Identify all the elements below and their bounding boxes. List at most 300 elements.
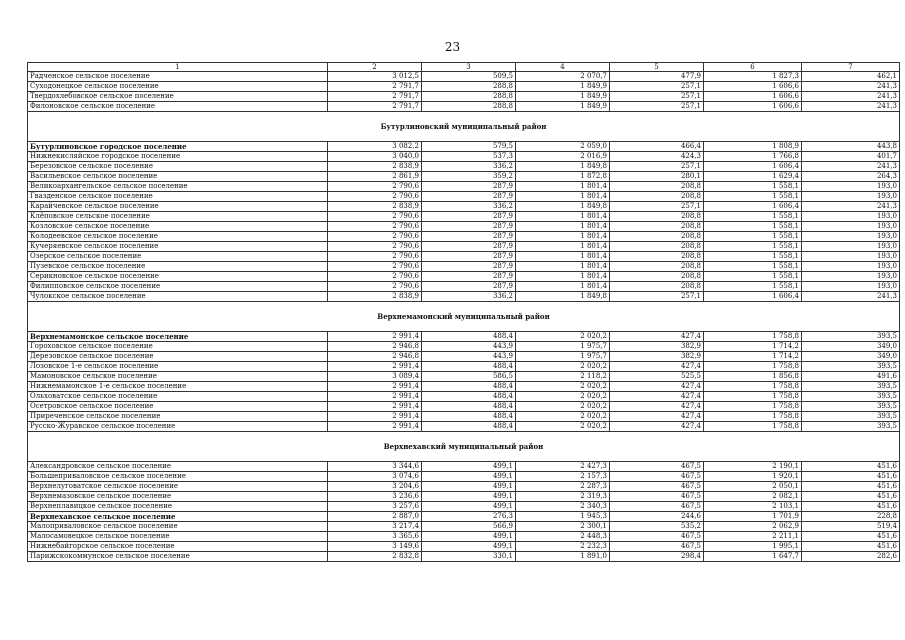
value-cell-col-3: 499,1 <box>422 472 516 482</box>
value-cell-col-4: 2 300,1 <box>516 522 610 532</box>
value-cell-col-4: 2 319,3 <box>516 492 610 502</box>
settlement-row <box>28 502 900 512</box>
settlement-name: Колодеевское сельское поселение <box>28 232 328 242</box>
value-cell-col-3: 499,1 <box>422 532 516 542</box>
value-cell-col-5: 525,5 <box>610 372 704 382</box>
settlement-row <box>28 142 900 152</box>
settlement-name: Кучеряевское сельское поселение <box>28 242 328 252</box>
value-cell-col-7: 282,6 <box>802 552 900 562</box>
value-cell-col-6: 2 211,1 <box>704 532 802 542</box>
value-cell-col-3: 330,1 <box>422 552 516 562</box>
settlement-name: Мамоновское сельское поселение <box>28 372 328 382</box>
settlement-row <box>28 552 900 562</box>
settlement-row <box>28 82 900 92</box>
value-cell-col-3: 499,1 <box>422 502 516 512</box>
district-title: Бутурлиновский муниципальный район <box>28 112 900 142</box>
value-cell-col-6: 1 714,2 <box>704 352 802 362</box>
value-cell-col-3: 499,1 <box>422 482 516 492</box>
value-cell-col-3: 499,1 <box>422 492 516 502</box>
value-cell-col-7: 241,3 <box>802 292 900 302</box>
settlement-name: Большеприваловское сельское поселение <box>28 472 328 482</box>
value-cell-col-5: 427,4 <box>610 362 704 372</box>
value-cell-col-6: 1 606,4 <box>704 202 802 212</box>
district-title: Верхнемамонский муниципальный район <box>28 302 900 332</box>
value-cell-col-7: 264,3 <box>802 172 900 182</box>
value-cell-col-4: 2 070,7 <box>516 72 610 82</box>
value-cell-col-7: 401,7 <box>802 152 900 162</box>
value-cell-col-4: 2 020,2 <box>516 382 610 392</box>
value-cell-col-5: 208,8 <box>610 242 704 252</box>
column-number: 5 <box>610 63 704 72</box>
settlement-name: Парижскокоммунское сельское поселение <box>28 552 328 562</box>
settlement-name: Верхнехавское сельское поселение <box>28 512 328 522</box>
value-cell-col-6: 2 050,1 <box>704 482 802 492</box>
value-cell-col-2: 2 991,4 <box>328 412 422 422</box>
settlement-name: Нижнебайгорское сельское поселение <box>28 542 328 552</box>
value-cell-col-3: 488,4 <box>422 362 516 372</box>
settlement-row <box>28 152 900 162</box>
value-cell-col-2: 2 991,4 <box>328 402 422 412</box>
settlement-row <box>28 182 900 192</box>
page-number: 23 <box>444 40 461 54</box>
column-number: 4 <box>516 63 610 72</box>
value-cell-col-3: 499,1 <box>422 462 516 472</box>
value-cell-col-6: 2 082,1 <box>704 492 802 502</box>
settlement-row <box>28 292 900 302</box>
settlement-row <box>28 92 900 102</box>
value-cell-col-4: 2 020,2 <box>516 402 610 412</box>
value-cell-col-3: 287,9 <box>422 192 516 202</box>
settlement-name: Нижнекисляйское городское поселение <box>28 152 328 162</box>
value-cell-col-7: 451,6 <box>802 542 900 552</box>
value-cell-col-5: 427,4 <box>610 382 704 392</box>
value-cell-col-7: 349,0 <box>802 352 900 362</box>
value-cell-col-5: 280,1 <box>610 172 704 182</box>
value-cell-col-3: 288,8 <box>422 102 516 112</box>
value-cell-col-6: 1 701,9 <box>704 512 802 522</box>
settlement-row <box>28 372 900 382</box>
value-cell-col-6: 1 606,6 <box>704 82 802 92</box>
value-cell-col-3: 336,2 <box>422 202 516 212</box>
value-cell-col-5: 208,8 <box>610 212 704 222</box>
settlement-row <box>28 382 900 392</box>
value-cell-col-2: 3 257,6 <box>328 502 422 512</box>
value-cell-col-2: 2 790,6 <box>328 282 422 292</box>
value-cell-col-3: 579,5 <box>422 142 516 152</box>
settlement-name: Васильевское сельское поселение <box>28 172 328 182</box>
value-cell-col-5: 382,9 <box>610 352 704 362</box>
value-cell-col-6: 1 758,8 <box>704 362 802 372</box>
value-cell-col-6: 1 827,3 <box>704 72 802 82</box>
value-cell-col-3: 287,9 <box>422 232 516 242</box>
value-cell-col-3: 586,5 <box>422 372 516 382</box>
value-cell-col-5: 208,8 <box>610 222 704 232</box>
value-cell-col-2: 2 946,8 <box>328 352 422 362</box>
value-cell-col-7: 241,3 <box>802 92 900 102</box>
value-cell-col-5: 427,4 <box>610 392 704 402</box>
value-cell-col-5: 467,5 <box>610 502 704 512</box>
value-cell-col-4: 2 157,3 <box>516 472 610 482</box>
value-cell-col-7: 443,8 <box>802 142 900 152</box>
value-cell-col-3: 488,4 <box>422 402 516 412</box>
value-cell-col-7: 241,3 <box>802 202 900 212</box>
value-cell-col-2: 2 791,7 <box>328 82 422 92</box>
value-cell-col-5: 257,1 <box>610 292 704 302</box>
settlement-name: Лозовское 1-е сельское поселение <box>28 362 328 372</box>
value-cell-col-2: 2 790,6 <box>328 212 422 222</box>
value-cell-col-2: 2 790,6 <box>328 232 422 242</box>
value-cell-col-5: 298,4 <box>610 552 704 562</box>
value-cell-col-6: 1 606,6 <box>704 92 802 102</box>
value-cell-col-6: 1 714,2 <box>704 342 802 352</box>
value-cell-col-2: 2 790,6 <box>328 192 422 202</box>
value-cell-col-5: 427,4 <box>610 402 704 412</box>
settlement-name: Верхнемазовское сельское поселение <box>28 492 328 502</box>
value-cell-col-7: 241,3 <box>802 162 900 172</box>
settlement-name: Радченское сельское поселение <box>28 72 328 82</box>
value-cell-col-7: 393,5 <box>802 402 900 412</box>
value-cell-col-4: 2 020,2 <box>516 422 610 432</box>
value-cell-col-6: 1 808,9 <box>704 142 802 152</box>
value-cell-col-4: 2 340,3 <box>516 502 610 512</box>
settlement-name: Гвазденское сельское поселение <box>28 192 328 202</box>
value-cell-col-6: 1 766,8 <box>704 152 802 162</box>
value-cell-col-3: 488,4 <box>422 412 516 422</box>
value-cell-col-2: 3 365,6 <box>328 532 422 542</box>
value-cell-col-4: 1 849,8 <box>516 162 610 172</box>
settlement-row <box>28 392 900 402</box>
settlement-row <box>28 252 900 262</box>
value-cell-col-3: 566,9 <box>422 522 516 532</box>
value-cell-col-2: 2 791,7 <box>328 102 422 112</box>
value-cell-col-2: 2 790,6 <box>328 272 422 282</box>
value-cell-col-7: 193,0 <box>802 232 900 242</box>
value-cell-col-7: 451,6 <box>802 492 900 502</box>
settlement-name: Верхнелуговатское сельское поселение <box>28 482 328 492</box>
settlement-row <box>28 482 900 492</box>
value-cell-col-2: 2 791,7 <box>328 92 422 102</box>
value-cell-col-4: 1 891,0 <box>516 552 610 562</box>
value-cell-col-3: 288,8 <box>422 82 516 92</box>
value-cell-col-4: 1 801,4 <box>516 212 610 222</box>
value-cell-col-7: 193,0 <box>802 272 900 282</box>
value-cell-col-4: 2 287,3 <box>516 482 610 492</box>
value-cell-col-6: 1 558,1 <box>704 262 802 272</box>
settlement-name: Осетровское сельское поселение <box>28 402 328 412</box>
value-cell-col-7: 519,4 <box>802 522 900 532</box>
value-cell-col-6: 1 758,8 <box>704 332 802 342</box>
value-cell-col-6: 1 920,1 <box>704 472 802 482</box>
settlement-row <box>28 522 900 532</box>
value-cell-col-4: 1 849,8 <box>516 202 610 212</box>
value-cell-col-6: 1 558,1 <box>704 182 802 192</box>
value-cell-col-6: 1 558,1 <box>704 192 802 202</box>
value-cell-col-3: 488,4 <box>422 422 516 432</box>
value-cell-col-5: 535,2 <box>610 522 704 532</box>
value-cell-col-7: 349,0 <box>802 342 900 352</box>
value-cell-col-7: 193,0 <box>802 242 900 252</box>
settlement-name: Озерское сельское поселение <box>28 252 328 262</box>
value-cell-col-2: 2 838,9 <box>328 202 422 212</box>
column-number: 7 <box>802 63 900 72</box>
value-cell-col-2: 2 991,4 <box>328 422 422 432</box>
value-cell-col-3: 276,3 <box>422 512 516 522</box>
value-cell-col-7: 193,0 <box>802 262 900 272</box>
value-cell-col-2: 3 344,6 <box>328 462 422 472</box>
value-cell-col-5: 257,1 <box>610 202 704 212</box>
settlement-row <box>28 242 900 252</box>
value-cell-col-2: 3 074,6 <box>328 472 422 482</box>
value-cell-col-2: 3 089,4 <box>328 372 422 382</box>
value-cell-col-7: 451,6 <box>802 472 900 482</box>
value-cell-col-4: 2 020,2 <box>516 412 610 422</box>
value-cell-col-3: 537,3 <box>422 152 516 162</box>
value-cell-col-5: 467,5 <box>610 542 704 552</box>
value-cell-col-4: 1 945,3 <box>516 512 610 522</box>
value-cell-col-2: 2 991,4 <box>328 392 422 402</box>
settlement-name: Нижнемамонское 1-е сельское поселение <box>28 382 328 392</box>
value-cell-col-7: 241,3 <box>802 82 900 92</box>
settlement-row <box>28 202 900 212</box>
value-cell-col-5: 477,9 <box>610 72 704 82</box>
value-cell-col-4: 1 801,4 <box>516 272 610 282</box>
value-cell-col-5: 467,5 <box>610 462 704 472</box>
value-cell-col-5: 257,1 <box>610 162 704 172</box>
settlement-row <box>28 512 900 522</box>
value-cell-col-5: 257,1 <box>610 82 704 92</box>
settlement-row <box>28 172 900 182</box>
value-cell-col-3: 287,9 <box>422 212 516 222</box>
value-cell-col-7: 193,0 <box>802 222 900 232</box>
value-cell-col-5: 208,8 <box>610 192 704 202</box>
value-cell-col-2: 2 790,6 <box>328 262 422 272</box>
value-cell-col-2: 2 790,6 <box>328 242 422 252</box>
settlement-name: Суходонецкое сельское поселение <box>28 82 328 92</box>
value-cell-col-2: 2 991,4 <box>328 382 422 392</box>
settlement-row <box>28 422 900 432</box>
settlement-row <box>28 162 900 172</box>
budget-table <box>27 62 900 562</box>
value-cell-col-2: 2 790,6 <box>328 182 422 192</box>
value-cell-col-4: 1 801,4 <box>516 262 610 272</box>
value-cell-col-4: 1 801,4 <box>516 242 610 252</box>
value-cell-col-6: 1 606,6 <box>704 102 802 112</box>
settlement-name: Приреченское сельское поселение <box>28 412 328 422</box>
value-cell-col-7: 451,6 <box>802 462 900 472</box>
value-cell-col-4: 2 016,9 <box>516 152 610 162</box>
settlement-name: Гороховское сельское поселение <box>28 342 328 352</box>
value-cell-col-3: 443,9 <box>422 342 516 352</box>
value-cell-col-2: 2 887,0 <box>328 512 422 522</box>
value-cell-col-4: 1 801,4 <box>516 252 610 262</box>
value-cell-col-2: 3 012,5 <box>328 72 422 82</box>
value-cell-col-2: 2 991,4 <box>328 362 422 372</box>
settlement-name: Александровское сельское поселение <box>28 462 328 472</box>
value-cell-col-4: 1 849,9 <box>516 82 610 92</box>
value-cell-col-5: 382,9 <box>610 342 704 352</box>
column-number: 2 <box>328 63 422 72</box>
value-cell-col-5: 257,1 <box>610 92 704 102</box>
value-cell-col-7: 193,0 <box>802 252 900 262</box>
value-cell-col-3: 359,2 <box>422 172 516 182</box>
value-cell-col-3: 488,4 <box>422 332 516 342</box>
value-cell-col-3: 336,2 <box>422 162 516 172</box>
value-cell-col-7: 393,5 <box>802 362 900 372</box>
value-cell-col-5: 208,8 <box>610 252 704 262</box>
value-cell-col-5: 467,5 <box>610 492 704 502</box>
district-section-row <box>28 432 900 462</box>
value-cell-col-4: 1 975,7 <box>516 342 610 352</box>
settlement-row <box>28 342 900 352</box>
district-section-row <box>28 302 900 332</box>
value-cell-col-4: 1 801,4 <box>516 182 610 192</box>
value-cell-col-2: 2 946,8 <box>328 342 422 352</box>
value-cell-col-3: 287,9 <box>422 262 516 272</box>
value-cell-col-7: 393,5 <box>802 382 900 392</box>
district-section-row <box>28 112 900 142</box>
settlement-name: Ольховатское сельское поселение <box>28 392 328 402</box>
value-cell-col-2: 2 838,9 <box>328 162 422 172</box>
value-cell-col-3: 509,5 <box>422 72 516 82</box>
value-cell-col-6: 1 558,1 <box>704 272 802 282</box>
value-cell-col-6: 1 558,1 <box>704 222 802 232</box>
value-cell-col-7: 462,1 <box>802 72 900 82</box>
settlement-name: Дерезовское сельское поселение <box>28 352 328 362</box>
table-body <box>28 63 900 562</box>
value-cell-col-7: 451,6 <box>802 532 900 542</box>
value-cell-col-6: 1 758,8 <box>704 422 802 432</box>
value-cell-col-7: 193,0 <box>802 182 900 192</box>
settlement-row <box>28 472 900 482</box>
value-cell-col-5: 427,4 <box>610 412 704 422</box>
value-cell-col-3: 488,4 <box>422 382 516 392</box>
value-cell-col-4: 1 801,4 <box>516 232 610 242</box>
value-cell-col-5: 208,8 <box>610 182 704 192</box>
value-cell-col-4: 2 448,3 <box>516 532 610 542</box>
value-cell-col-2: 3 040,0 <box>328 152 422 162</box>
value-cell-col-2: 2 790,6 <box>328 252 422 262</box>
value-cell-col-2: 3 204,6 <box>328 482 422 492</box>
settlement-row <box>28 402 900 412</box>
value-cell-col-2: 2 838,9 <box>328 292 422 302</box>
value-cell-col-7: 451,6 <box>802 482 900 492</box>
value-cell-col-2: 2 790,6 <box>328 222 422 232</box>
value-cell-col-3: 336,2 <box>422 292 516 302</box>
settlement-row <box>28 332 900 342</box>
settlement-row <box>28 352 900 362</box>
value-cell-col-6: 1 558,1 <box>704 252 802 262</box>
value-cell-col-7: 491,6 <box>802 372 900 382</box>
value-cell-col-3: 287,9 <box>422 282 516 292</box>
value-cell-col-4: 1 975,7 <box>516 352 610 362</box>
settlement-row <box>28 462 900 472</box>
settlement-row <box>28 362 900 372</box>
value-cell-col-5: 427,4 <box>610 422 704 432</box>
value-cell-col-4: 2 020,2 <box>516 332 610 342</box>
value-cell-col-6: 2 062,9 <box>704 522 802 532</box>
value-cell-col-7: 193,0 <box>802 212 900 222</box>
value-cell-col-7: 241,3 <box>802 102 900 112</box>
value-cell-col-5: 467,5 <box>610 472 704 482</box>
settlement-row <box>28 282 900 292</box>
value-cell-col-3: 287,9 <box>422 252 516 262</box>
value-cell-col-5: 427,4 <box>610 332 704 342</box>
value-cell-col-6: 1 758,8 <box>704 382 802 392</box>
value-cell-col-6: 1 758,8 <box>704 402 802 412</box>
value-cell-col-3: 488,4 <box>422 392 516 402</box>
value-cell-col-4: 2 059,0 <box>516 142 610 152</box>
settlement-row <box>28 72 900 82</box>
value-cell-col-6: 1 558,1 <box>704 282 802 292</box>
value-cell-col-3: 443,9 <box>422 352 516 362</box>
settlement-row <box>28 192 900 202</box>
value-cell-col-3: 499,1 <box>422 542 516 552</box>
value-cell-col-2: 2 991,4 <box>328 332 422 342</box>
settlement-name: Клёповское сельское поселение <box>28 212 328 222</box>
value-cell-col-6: 1 856,8 <box>704 372 802 382</box>
column-number: 1 <box>28 63 328 72</box>
value-cell-col-7: 393,5 <box>802 332 900 342</box>
settlement-name: Филоновское сельское поселение <box>28 102 328 112</box>
value-cell-col-6: 1 758,8 <box>704 392 802 402</box>
settlement-row <box>28 262 900 272</box>
value-cell-col-6: 1 606,4 <box>704 162 802 172</box>
settlement-row <box>28 542 900 552</box>
value-cell-col-7: 193,0 <box>802 282 900 292</box>
value-cell-col-5: 244,6 <box>610 512 704 522</box>
settlement-name: Русско-Журавское сельское поселение <box>28 422 328 432</box>
settlement-name: Малосамовецкое сельское поселение <box>28 532 328 542</box>
value-cell-col-7: 393,5 <box>802 422 900 432</box>
value-cell-col-6: 2 103,1 <box>704 502 802 512</box>
settlement-row <box>28 272 900 282</box>
settlement-name: Бутурлиновское городское поселение <box>28 142 328 152</box>
settlement-name: Верхнемамонское сельское поселение <box>28 332 328 342</box>
settlement-name: Пузевское сельское поселение <box>28 262 328 272</box>
value-cell-col-3: 288,8 <box>422 92 516 102</box>
value-cell-col-4: 2 020,2 <box>516 392 610 402</box>
column-number: 6 <box>704 63 802 72</box>
value-cell-col-7: 393,5 <box>802 412 900 422</box>
value-cell-col-6: 1 558,1 <box>704 242 802 252</box>
settlement-row <box>28 102 900 112</box>
value-cell-col-3: 287,9 <box>422 222 516 232</box>
value-cell-col-7: 193,0 <box>802 192 900 202</box>
value-cell-col-2: 2 832,8 <box>328 552 422 562</box>
settlement-name: Карайчевское сельское поселение <box>28 202 328 212</box>
value-cell-col-5: 467,5 <box>610 482 704 492</box>
value-cell-col-5: 466,4 <box>610 142 704 152</box>
value-cell-col-7: 393,5 <box>802 392 900 402</box>
value-cell-col-4: 1 872,8 <box>516 172 610 182</box>
value-cell-col-3: 287,9 <box>422 272 516 282</box>
value-cell-col-6: 1 558,1 <box>704 212 802 222</box>
value-cell-col-4: 2 427,3 <box>516 462 610 472</box>
column-number: 3 <box>422 63 516 72</box>
value-cell-col-2: 3 217,4 <box>328 522 422 532</box>
value-cell-col-4: 1 801,4 <box>516 192 610 202</box>
value-cell-col-2: 2 861,9 <box>328 172 422 182</box>
value-cell-col-3: 287,9 <box>422 182 516 192</box>
value-cell-col-5: 208,8 <box>610 232 704 242</box>
value-cell-col-2: 3 149,6 <box>328 542 422 552</box>
value-cell-col-2: 3 082,2 <box>328 142 422 152</box>
settlement-name: Твердохлебовское сельское поселение <box>28 92 328 102</box>
settlement-name: Серикновское сельское поселение <box>28 272 328 282</box>
value-cell-col-5: 208,8 <box>610 262 704 272</box>
district-title: Верхнехавский муниципальный район <box>28 432 900 462</box>
settlement-row <box>28 492 900 502</box>
